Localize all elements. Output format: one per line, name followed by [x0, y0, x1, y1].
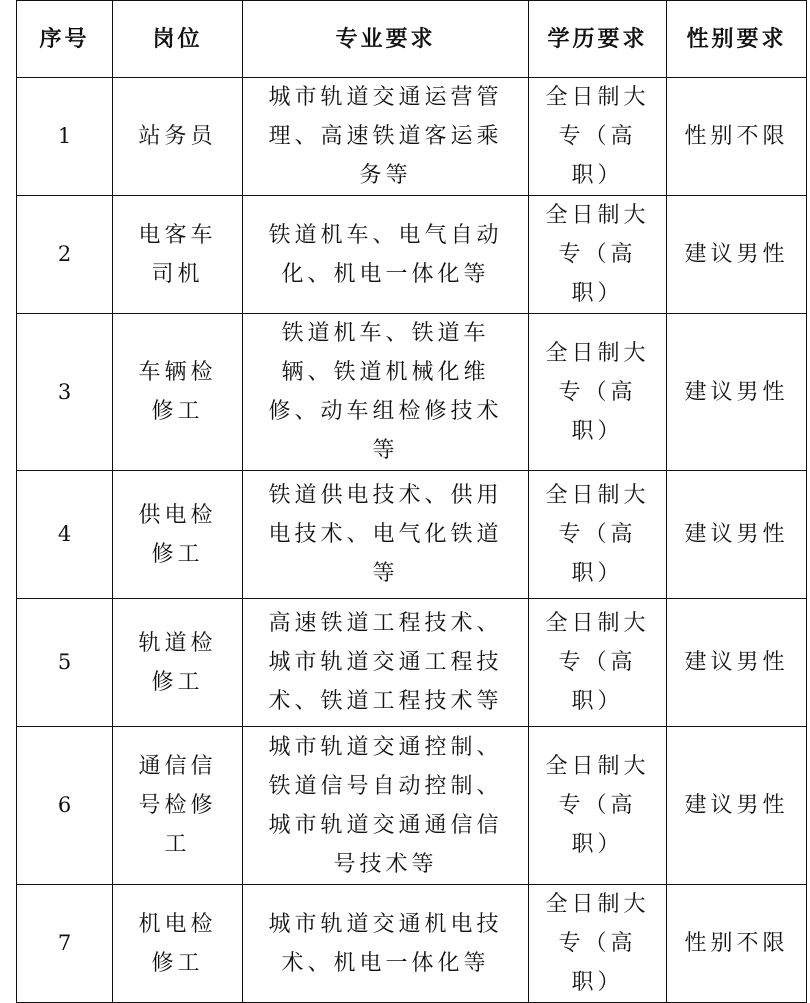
- major-cell: [243, 885, 529, 1003]
- major-cell: [243, 727, 529, 885]
- major-text: 城市轨道交通运营管理、高速铁道客运乘务等: [268, 85, 503, 188]
- major-text: 铁道供电技术、供用电技术、电气化铁道等: [268, 483, 503, 586]
- gender-cell: [667, 196, 807, 314]
- major-text: 铁道机车、电气自动化、机电一体化等: [268, 222, 503, 287]
- major-cell: [243, 196, 529, 314]
- major-text: 铁道机车、铁道车辆、铁道机械化维修、动车组检修技术等: [268, 321, 503, 463]
- education-cell: [529, 471, 667, 599]
- post-text: 站务员: [138, 124, 217, 149]
- gender-text: 建议男性: [684, 242, 789, 267]
- seq-cell: 2: [17, 196, 113, 314]
- gender-cell: [667, 471, 807, 599]
- gender-cell: [667, 885, 807, 1003]
- table-row: [17, 78, 807, 196]
- major-cell: [243, 471, 529, 599]
- table-row: [17, 314, 807, 471]
- seq-cell: 3: [17, 314, 113, 471]
- post-cell: [113, 599, 243, 727]
- header-gender: 性别要求: [667, 1, 807, 78]
- major-text: 城市轨道交通机电技术、机电一体化等: [268, 911, 503, 976]
- major-cell: [243, 599, 529, 727]
- post-text: 供电检修工: [138, 502, 217, 567]
- header-seq: 序号: [17, 1, 113, 78]
- education-cell: [529, 78, 667, 196]
- header-row: [17, 1, 807, 78]
- requirements-table-wrapper: [16, 0, 807, 1003]
- table-row: [17, 727, 807, 885]
- header-major: 专业要求: [243, 1, 529, 78]
- table-row: [17, 599, 807, 727]
- gender-text: 建议男性: [684, 650, 789, 675]
- education-text: 全日制大专（高职）: [545, 892, 650, 995]
- gender-cell: [667, 599, 807, 727]
- post-cell: [113, 471, 243, 599]
- education-cell: [529, 885, 667, 1003]
- gender-cell: [667, 314, 807, 471]
- gender-text: 建议男性: [684, 522, 789, 547]
- post-text: 机电检修工: [138, 911, 217, 976]
- post-text: 电客车司机: [138, 222, 217, 287]
- education-text: 全日制大专（高职）: [545, 754, 650, 857]
- post-text: 通信信号检修工: [138, 754, 217, 857]
- post-cell: [113, 78, 243, 196]
- table-row: [17, 196, 807, 314]
- header-education: 学历要求: [529, 1, 667, 78]
- education-cell: [529, 599, 667, 727]
- post-cell: [113, 727, 243, 885]
- post-text: 车辆检修工: [138, 360, 217, 424]
- table-row: [17, 885, 807, 1003]
- education-text: 全日制大专（高职）: [545, 203, 650, 306]
- seq-cell: 4: [17, 471, 113, 599]
- education-cell: [529, 196, 667, 314]
- gender-text: 建议男性: [684, 379, 789, 405]
- education-text: 全日制大专（高职）: [545, 340, 650, 444]
- seq-cell: 6: [17, 727, 113, 885]
- education-text: 全日制大专（高职）: [545, 85, 650, 188]
- post-text: 轨道检修工: [138, 630, 217, 695]
- gender-text: 性别不限: [684, 931, 789, 956]
- education-text: 全日制大专（高职）: [545, 611, 650, 714]
- major-text: 高速铁道工程技术、城市轨道交通工程技术、铁道工程技术等: [268, 611, 503, 714]
- major-cell: [243, 314, 529, 471]
- gender-cell: [667, 78, 807, 196]
- education-cell: [529, 727, 667, 885]
- seq-cell: 5: [17, 599, 113, 727]
- major-text: 城市轨道交通控制、铁道信号自动控制、城市轨道交通通信信号技术等: [268, 734, 503, 877]
- requirements-table: [16, 0, 807, 1003]
- education-cell: [529, 314, 667, 471]
- header-post: 岗位: [113, 1, 243, 78]
- education-text: 全日制大专（高职）: [545, 483, 650, 586]
- major-cell: [243, 78, 529, 196]
- post-cell: [113, 314, 243, 471]
- gender-cell: [667, 727, 807, 885]
- seq-cell: 1: [17, 78, 113, 196]
- seq-cell: 7: [17, 885, 113, 1003]
- gender-text: 建议男性: [684, 793, 789, 818]
- gender-text: 性别不限: [684, 124, 789, 149]
- post-cell: [113, 885, 243, 1003]
- post-cell: [113, 196, 243, 314]
- table-row: [17, 471, 807, 599]
